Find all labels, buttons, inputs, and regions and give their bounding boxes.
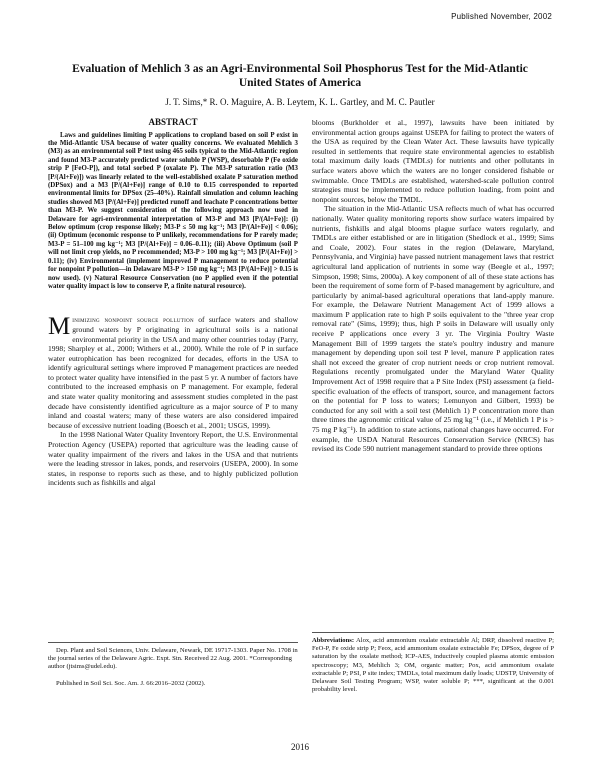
intro-text: of surface waters and shallow ground waters by P originating in agricultural soils is a national environmental priority in the USA and many other countries today (Parry, 1998; Sharpley et al., 2000; Withers et al., 2000). While the role of P in surface water eutrophication has been recognized for decades, efforts in the USA to identify agricultural settings where improved P management practices are needed to protect water quality have intensified in the past 5 yr. A number of factors have contributed to the increased emphasis on P management. For example, federal and state water quality monitoring and assessment studies completed in the past decade have consistently identified agriculture as a major source of P to many inland and coastal waters; many of these waters are also considered impaired because of excessive nutrient loading (Boesch et al., 2001; USGS, 1999). xyxy=(48,315,298,430)
authors: J. T. Sims,* R. O. Maguire, A. B. Leytem, K. L. Gartley, and M. C. Pautler xyxy=(165,97,435,107)
intro-smallcaps: inimizing nonpoint source pollution xyxy=(72,315,194,325)
abbreviations-box xyxy=(312,632,554,694)
intro-paragraph-2: In the 1998 National Water Quality Inventory Report, the U.S. Environmental Protection Agency (USEPA) reported that agriculture was the leading cause of water quality impairment of the rivers and lakes in the USA and that nutrients were the leading stressor in lakes, ponds, and reservoirs (USEPA, 2000). In some states, in response to reports such as these, and to highly publicized pollution incidents such as fishkills and algal xyxy=(48,430,298,488)
footnote xyxy=(48,642,298,696)
affiliation-note: Dep. Plant and Soil Sciences, Univ. Delaware, Newark, DE 19717-1303. Paper No. 1708 in the journal series of the Delaware Agric. Expt. Stn. Received 22 Aug. 2001. *Corresponding author (jtsims@udel.edu). xyxy=(48,647,298,671)
paper-title: Evaluation of Mehlich 3 as an Agri-Environmental Soil Phosphorus Test for the Mid-Atlantic United States of America xyxy=(72,63,528,89)
intro-paragraph xyxy=(48,315,298,430)
published-date: Published November, 2002 xyxy=(451,12,552,21)
page-number: 2016 xyxy=(291,742,309,752)
left-column xyxy=(48,118,298,488)
publication-note: Published in Soil Sci. Soc. Am. J. 66:2016–2032 (2002). xyxy=(56,679,206,687)
right-paragraph-2: The situation in the Mid-Atlantic USA reflects much of what has occurred nationally. Water quality monitoring reports show surface waters impaired by nutrients, fishkills and algal blooms plague surface waters regularly, and TMDLs are either established or are in litigation (Shedlock et al., 1999; Sims and Coale, 2002). Four states in the region (Delaware, Maryland, Pennsylvania, and Virginia) have passed nutrient management laws that restrict agricultural land application of nutrients in some way (Beegle et al., 1997; Simpson, 1998; Sims, 2000a). A key component of all of these state actions has been the requirement of some form of P-based management by agriculture, and particularly by animal-based agricultural operations that land-apply manure. For example, the Delaware Nutrient Management Act of 1999 allows a maximum P application rate to high P soils equivalent to the "three year crop removal rate" (Sims, 1999); thus, high P soils in Delaware will usually only receive P applications once every 3 yr. The Virginia Poultry Waste Management Bill of 1999 targets the state's poultry industry and manure management by depending upon soil test P level, manure P application rates shall not exceed the greater of crop nutrient needs or crop nutrient removal. Regulations recently promulgated under the Maryland Water Quality Improvement Act of 1998 require that a P Site Index (PSI) assessment (a field-specific evaluation of the effects of transport, source, and management factors on the potential for P loss to waters; Lemunyon and Gilbert, 1993) be conducted for any soil with a soil test (Mehlich 1) P concentration more than three times the agronomic critical value of 25 mg kg⁻¹ (i.e., if Mehlich 1 P is > 75 mg P kg⁻¹). In addition to state actions, national changes have occurred. For example, the USDA Natural Resources Conservation Service (NRCS) has revised its Code 590 nutrient management standard to provide three options xyxy=(312,204,554,454)
right-paragraph-1: blooms (Burkholder et al., 1997), lawsuits have been initiated by environmental action groups against USEPA for failing to protect the waters of the USA as required by the Clean Water Act. These lawsuits have typically resulted in settlements that require state environmental agencies to establish total maximum daily loads (TMDLs) for nutrients and other pollutants in surface waters above which the waters are no longer considered fishable or swimmable. Once TMDLs are established, watershed-scale pollution control strategies must be implemented to reduce pollution loading, from point and nonpoint sources, below the TMDL. xyxy=(312,118,554,204)
abstract-heading: ABSTRACT xyxy=(148,117,198,127)
drop-cap: M xyxy=(48,313,71,341)
abstract-text: Laws and guidelines limiting P applications to cropland based on soil P exist in the Mid-Atlantic USA because of water quality concerns. We evaluated Mehlich 3 (M3) as an environmental soil P test using 465 soils typical to the Mid-Atlantic region and found M3-P accurately predicted water soluble P (WSP), desorbable P (Fe oxide strip P [FeO-P]), and total sorbed P (oxalate P). The M3-P saturation ratio (M3 [P/(Al+Fe)]) was linearly related to the well-established oxalate P saturation method (DPSox) and a M3 [P/(Al+Fe)] range of 0.10 to 0.15 corresponded to reported environmental limits for DPSox (25–40%). Rainfall simulation and column leaching studies showed M3 [P/(Al+Fe)] predicted runoff and leachate P concentrations better than M3-P. We suggest consideration of the following approach now used in Delaware for agri-environmental interpretation of M3-P and M3 [P/(Al+Fe)]: (i) Below optimum (crop response likely; M3-P ≤ 50 mg kg⁻¹; M3 [P/(Al+Fe)] < 0.06); (ii) Optimum (economic response to P unlikely, recommendations for P rarely made; M3-P = 51–100 mg kg⁻¹; M3 [P/(Al+Fe)] = 0.06–0.11); (iii) Above Optimum (soil P will not limit crop yields, no P recommended; M3-P > 100 mg kg⁻¹; M3 [P/(Al+Fe)] > 0.11); (iv) Environmental (implement improved P management to reduce potential for nonpoint P pollution—in Delaware M3-P > 150 mg kg⁻¹; M3 [P/(Al+Fe)] > 0.15 is now used). (v) Natural Resource Conservation (no P applied even if the potential water quality impact is low to conserve P, a finite natural resource). xyxy=(48,131,298,290)
right-column xyxy=(312,118,554,454)
abbreviations-text: Alox, acid ammonium oxalate extractable Al; DRP, dissolved reactive P; FeO-P, Fe oxide strip P; Feox, acid ammonium oxalate extractable Fe; DPSox, degree of P saturation by the oxalate method; ICP-AES, inductively coupled plasma atomic emission spectroscopy; M3, Mehlich 3; OM, organic matter; Pox, acid ammonium oxalate extractable P; PSI, P site index; TMDLs, total maximum daily loads; UDSTP, University of Delaware Soil Testing Program; WSP, water soluble P; ***, significant at the 0.001 probability level. xyxy=(312,637,554,694)
abbreviations-label: Abbreviations: xyxy=(312,637,355,644)
